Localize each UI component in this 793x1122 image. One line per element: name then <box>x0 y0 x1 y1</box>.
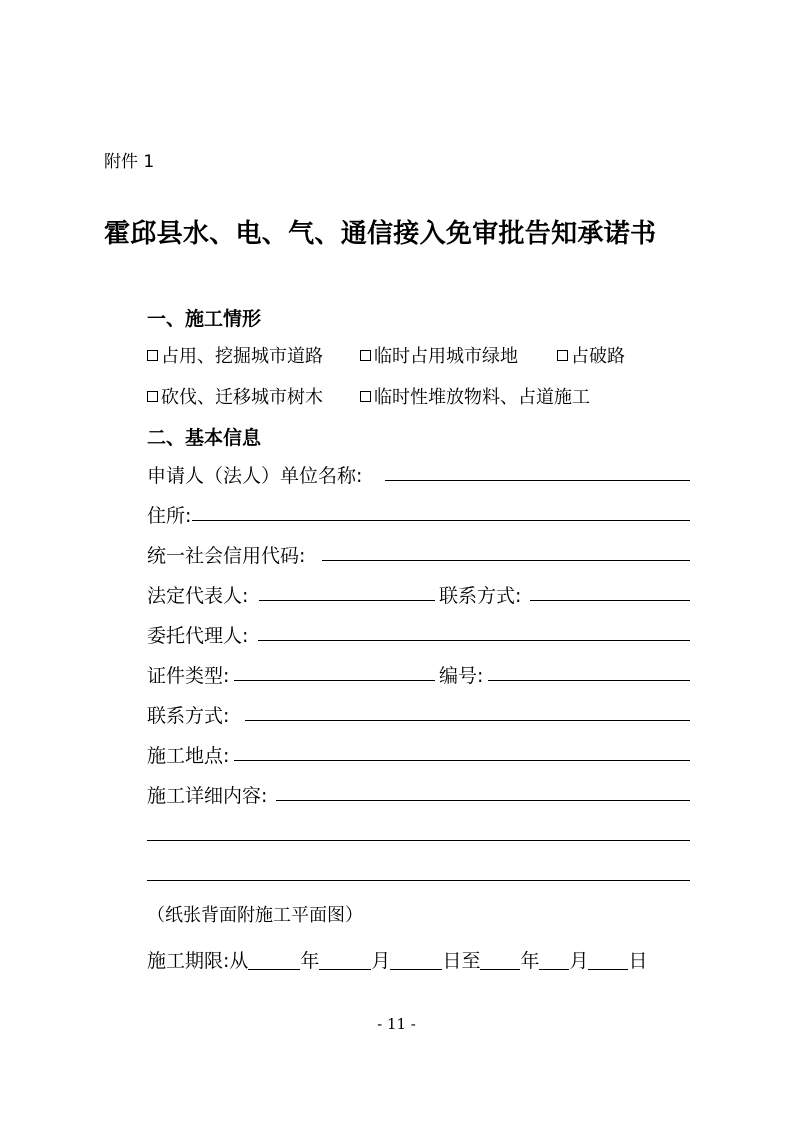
agent-input[interactable] <box>258 640 690 641</box>
period-label: 施工期限:从 <box>147 950 249 972</box>
details-input-line-3[interactable] <box>147 880 690 881</box>
end-month-unit: 月 <box>569 950 589 972</box>
address-label: 住所: <box>147 505 192 527</box>
checkbox[interactable] <box>557 350 568 361</box>
document-title: 霍邱县水、电、气、通信接入免审批告知承诺书 <box>104 219 657 249</box>
agent-contact-input[interactable] <box>245 720 690 721</box>
end-day-unit: 日 <box>628 950 648 972</box>
checkbox[interactable] <box>360 391 371 402</box>
end-year-unit: 年 <box>520 950 540 972</box>
section1-heading: 一、施工情形 <box>147 308 262 330</box>
option-temp-stack-materials[interactable]: 临时性堆放物料、占道施工 <box>360 383 590 409</box>
contact-input[interactable] <box>530 600 690 601</box>
details-label: 施工详细内容: <box>147 785 268 807</box>
contact-label: 联系方式: <box>439 585 522 607</box>
id-type-input[interactable] <box>234 680 435 681</box>
legal-rep-label: 法定代表人: <box>147 585 249 607</box>
agent-contact-label: 联系方式: <box>147 705 230 727</box>
checkbox[interactable] <box>147 350 158 361</box>
start-month-unit: 月 <box>371 950 391 972</box>
site-input[interactable] <box>234 760 690 761</box>
credit-code-label: 统一社会信用代码: <box>147 545 306 567</box>
applicant-label: 申请人（法人）单位名称: <box>147 465 363 487</box>
applicant-input[interactable] <box>385 480 690 481</box>
attachment-note: （纸张背面附施工平面图） <box>147 905 363 926</box>
details-input[interactable] <box>276 800 690 801</box>
id-number-input[interactable] <box>488 680 690 681</box>
id-number-label: 编号: <box>439 665 484 687</box>
section2-heading: 二、基本信息 <box>147 427 262 449</box>
construction-period <box>147 946 648 970</box>
checkbox[interactable] <box>147 391 158 402</box>
start-day-input[interactable] <box>390 951 442 970</box>
id-type-label: 证件类型: <box>147 665 230 687</box>
address-input[interactable] <box>192 520 690 521</box>
start-year-unit: 年 <box>300 950 320 972</box>
option-temp-occupy-greenland[interactable]: 临时占用城市绿地 <box>360 342 518 368</box>
details-input-line-2[interactable] <box>147 840 690 841</box>
legal-rep-input[interactable] <box>259 600 435 601</box>
option-occupy-dig-road[interactable]: 占用、挖掘城市道路 <box>147 342 323 368</box>
start-month-input[interactable] <box>319 951 371 970</box>
site-label: 施工地点: <box>147 745 230 767</box>
start-year-input[interactable] <box>248 951 300 970</box>
option-cut-move-trees[interactable]: 砍伐、迁移城市树木 <box>147 383 323 409</box>
page-number: - 11 - <box>377 1015 416 1033</box>
agent-label: 委托代理人: <box>147 625 249 647</box>
option-break-road[interactable]: 占破路 <box>557 342 625 368</box>
attachment-label: 附件 1 <box>104 152 155 172</box>
end-year-input[interactable] <box>480 951 520 970</box>
end-day-input[interactable] <box>588 951 628 970</box>
end-month-input[interactable] <box>539 951 569 970</box>
start-day-unit: 日至 <box>442 950 481 972</box>
checkbox[interactable] <box>360 350 371 361</box>
credit-code-input[interactable] <box>322 560 690 561</box>
